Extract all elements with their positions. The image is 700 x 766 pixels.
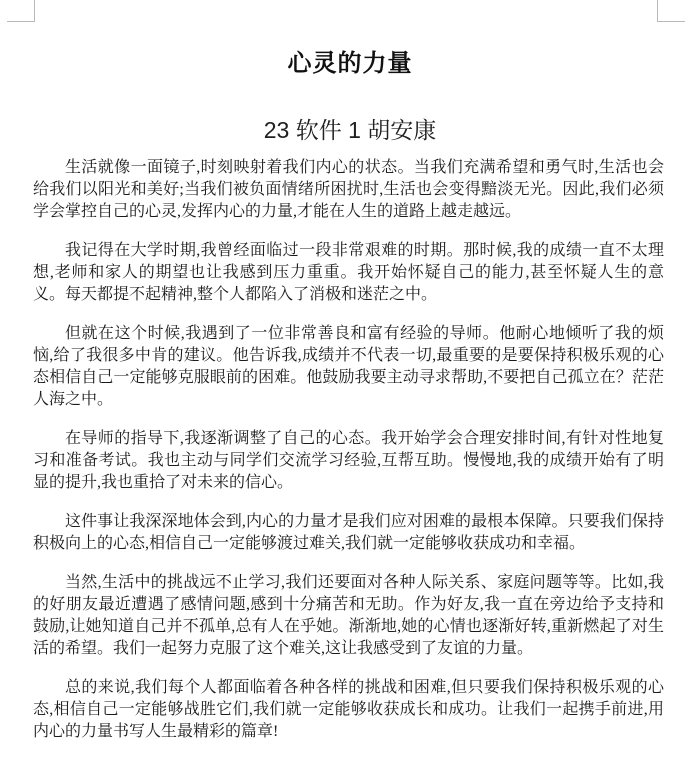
- paragraph: 总的来说,我们每个人都面临着各种各样的挑战和困难,但只要我们保持积极乐观的心态,相信自己一定能够战胜它们,我们就一定能够收获成长和成功。让我们一起携手前进,用内心的力量书写人生最精彩的篇章!: [33, 679, 664, 740]
- document-body: [33, 157, 664, 743]
- paragraph: 当然,生活中的挑战远不止学习,我们还要面对各种人际关系、家庭问题等等。比如,我的好朋友最近遭遇了感情问题,感到十分痛苦和无助。作为好友,我一直在旁边给予支持和鼓励,让她知道自己并不孤单,总有人在乎她。渐渐地,她的心情也逐渐好转,重新燃起了对生活的希望。我们一起努力克服了这个难关,这让我感受到了友谊的力量。: [33, 574, 664, 657]
- page-margin-mark-top-left: [7, 0, 35, 22]
- paragraph: 这件事让我深深地体会到,内心的力量才是我们应对困难的最根本保障。只要我们保持积极向上的心态,相信自己一定能够渡过难关,我们就一定能够收获成功和幸福。: [33, 513, 664, 552]
- page-margin-mark-top-right: [657, 0, 685, 22]
- author-line: 23 软件 1 胡安康: [263, 117, 437, 143]
- paragraph: 但就在这个时候,我遇到了一位非常善良和富有经验的导师。他耐心地倾听了我的烦恼,给了我很多中肯的建议。他告诉我,成绩并不代表一切,最重要的是要保持积极乐观的心态相信自己一定能够克服眼前的困难。他鼓励我要主动寻求帮助,不要把自己孤立在？茫茫人海之中。: [33, 325, 664, 408]
- paragraph: 在导师的指导下,我逐渐调整了自己的心态。我开始学会合理安排时间,有针对性地复习和准备考试。我也主动与同学们交流学习经验,互帮互助。慢慢地,我的成绩开始有了明显的提升,我也重拾了对未来的信心。: [33, 430, 664, 491]
- document-title: 心灵的力量: [287, 50, 413, 77]
- paragraph: 我记得在大学时期,我曾经面临过一段非常艰难的时期。那时候,我的成绩一直不太理想,老师和家人的期望也让我感到压力重重。我开始怀疑自己的能力,甚至怀疑人生的意义。每天都提不起精神,整个人都陷入了消极和迷茫之中。: [33, 242, 664, 303]
- paragraph: 生活就像一面镜子,时刻映射着我们内心的状态。当我们充满希望和勇气时,生活也会给我们以阳光和美好;当我们被负面情绪所困扰时,生活也会变得黯淡无光。因此,我们必须学会掌控自己的心灵,发挥内心的力量,才能在人生的道路上越走越远。: [33, 159, 664, 220]
